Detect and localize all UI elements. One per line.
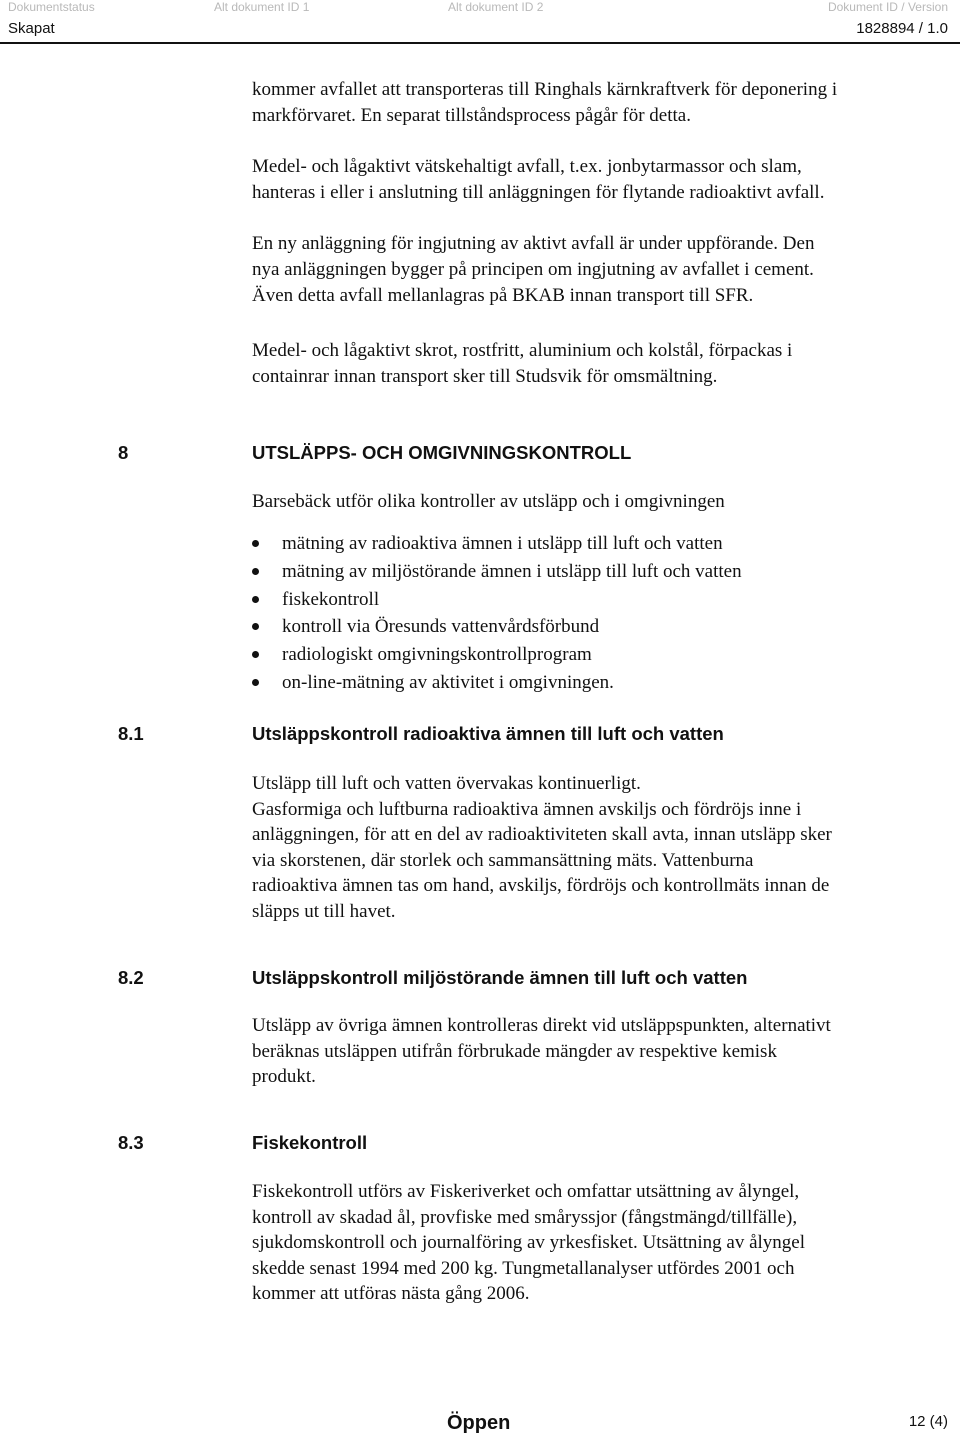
header-values bbox=[0, 18, 960, 40]
section-heading: Utsläppskontroll miljöstörande ämnen till luft och vatten bbox=[252, 967, 748, 988]
bullet-icon bbox=[252, 568, 259, 575]
bullet-icon bbox=[252, 651, 259, 658]
bullet-icon bbox=[252, 623, 259, 630]
section-number: 8.1 bbox=[118, 723, 144, 744]
list-item: radiologiskt omgivningskontrollprogram bbox=[252, 641, 742, 669]
document-id-version: 1828894 / 1.0 bbox=[856, 20, 948, 37]
section-text: Utsläpp till luft och vatten övervakas kontinuerligt. Gasformiga och luftburna radioaktiva ämnen avskiljs och fördröjs inne i anläggningen, för att en del av radioaktiviteten skall avta, innan utsläpp sker via skorstenen, där storlek och sammansättning mäts. Vattenburna radioaktiva ämnen tas om hand, avskiljs, fördröjs och kontrollmäts innan de släpps ut till havet. bbox=[252, 773, 832, 922]
section-text: Fiskekontroll utförs av Fiskeriverket och omfattar utsättning av ålyngel, kontroll av skadad ål, provfiske med småryssjor (fångstmängd/tillfälle), sjukdomskontroll och journalföring av yrkesfisket. Utsättning av ålyngel skedde senast 1994 med 200 kg. Tungmetallanalyser utfördes 2001 och kommer att utföras nästa gång 2006. bbox=[252, 1181, 806, 1304]
bullet-icon bbox=[252, 679, 259, 686]
section-heading: Fiskekontroll bbox=[252, 1132, 368, 1153]
page-number: 12 (4) bbox=[908, 1413, 948, 1430]
header-label-doc-id: Dokument ID / Version bbox=[827, 0, 948, 14]
classification-label: Öppen bbox=[447, 1412, 511, 1434]
header-divider bbox=[0, 42, 960, 44]
list-item: mätning av miljöstörande ämnen i utsläpp till luft och vatten bbox=[252, 558, 742, 586]
document-status: Skapat bbox=[8, 20, 55, 37]
bullet-list bbox=[252, 530, 742, 697]
section-text: Utsläpp av övriga ämnen kontrolleras direkt vid utsläppspunkten, alternativt beräknas utsläppen utifrån förbrukade mängder av respektive kemisk produkt. bbox=[252, 1015, 831, 1087]
list-item: on-line-mätning av aktivitet i omgivningen. bbox=[252, 669, 742, 697]
list-item: mätning av radioaktiva ämnen i utsläpp till luft och vatten bbox=[252, 530, 742, 558]
header-label-alt-id-1: Alt dokument ID 1 bbox=[214, 0, 310, 14]
paragraph: Medel- och lågaktivt skrot, rostfritt, aluminium och kolstål, förpackas i containrar innan transport sker till Studsvik för omsmältning. bbox=[252, 340, 793, 387]
bullet-icon bbox=[252, 540, 259, 547]
header-label-status: Dokumentstatus bbox=[8, 0, 95, 14]
section-intro: Barsebäck utför olika kontroller av utsläpp och i omgivningen bbox=[252, 491, 725, 512]
list-item: fiskekontroll bbox=[252, 586, 742, 614]
section-number: 8.2 bbox=[118, 967, 144, 988]
header-label-alt-id-2: Alt dokument ID 2 bbox=[448, 0, 544, 14]
section-heading: Utsläppskontroll radioaktiva ämnen till luft och vatten bbox=[252, 723, 724, 744]
list-item: kontroll via Öresunds vattenvårdsförbund bbox=[252, 613, 742, 641]
section-number: 8 bbox=[118, 442, 129, 463]
paragraph: kommer avfallet att transporteras till Ringhals kärnkraftverk för deponering i markförvaret. En separat tillståndsprocess pågår för detta. bbox=[252, 79, 838, 126]
paragraph: En ny anläggning för ingjutning av aktivt avfall är under uppförande. Den nya anläggningen bygger på principen om ingjutning av avfallet i cement. Även detta avfall mellanlagras på BKAB innan transport till SFR. bbox=[252, 233, 815, 306]
bullet-icon bbox=[252, 596, 259, 603]
paragraph: Medel- och lågaktivt vätskehaltigt avfall, t.ex. jonbytarmassor och slam, hanteras i eller i anslutning till anläggningen för flytande radioaktivt avfall. bbox=[252, 156, 825, 203]
section-heading: UTSLÄPPS- OCH OMGIVNINGSKONTROLL bbox=[252, 442, 632, 463]
section-number: 8.3 bbox=[118, 1132, 144, 1153]
header-labels bbox=[0, 0, 960, 14]
